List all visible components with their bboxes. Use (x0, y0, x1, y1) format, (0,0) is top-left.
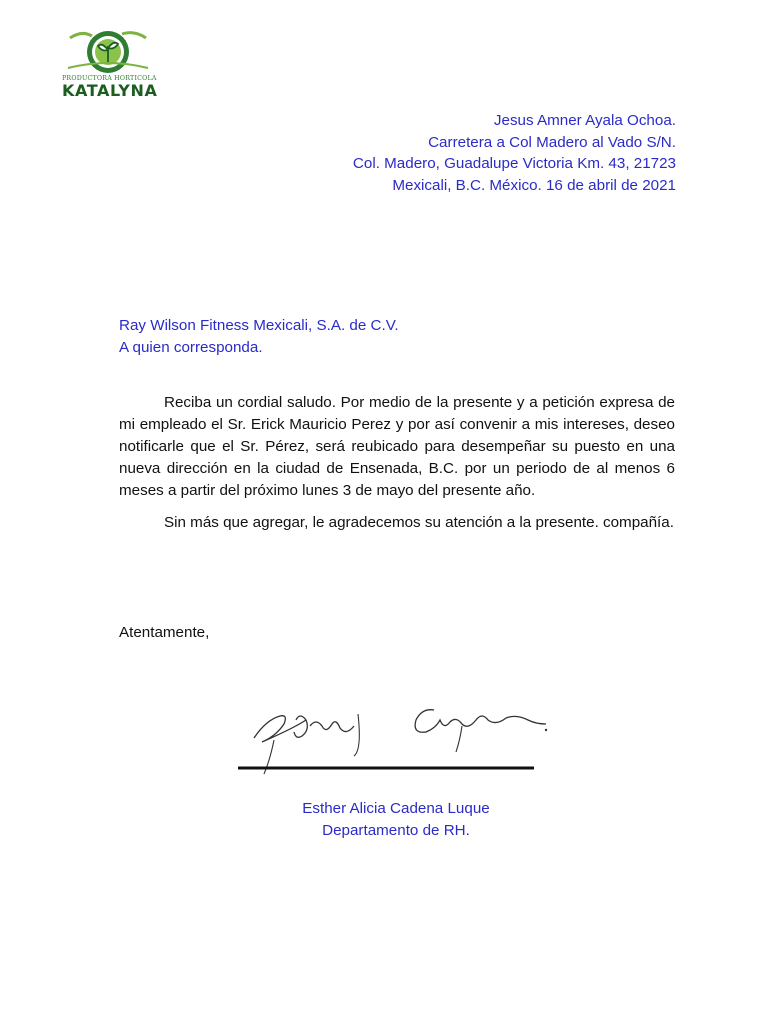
signer-block (234, 798, 558, 842)
handwritten-signature (236, 690, 554, 780)
sender-address-block (353, 110, 676, 196)
closing-text: Atentamente, (119, 624, 210, 641)
signer-name: Esther Alicia Cadena Luque (302, 800, 490, 817)
sender-city-date: Mexicali, B.C. México. 16 de abril de 2021 (392, 176, 676, 194)
recipient-salutation: A quien corresponda. (119, 339, 263, 356)
company-logo (62, 28, 158, 102)
sender-colony: Col. Madero, Guadalupe Victoria Km. 43, 21723 (352, 155, 676, 173)
body-paragraph: Reciba un cordial saludo. Por medio de la presente y a petición expresa de mi empleado el Sr. Erick Mauricio Perez y por así convenir a mis intereses, deseo notificarle que el Sr. Pérez, será reubicado para desempeñar su puesto en una nueva dirección en la ciudad de Ensenada, B.C. por un periodo de al menos 6 meses a partir del próximo lunes 3 de mayo del presente año. (119, 394, 675, 499)
sender-street: Carretera a Col Madero al Vado S/N. (428, 133, 676, 151)
recipient-block (119, 315, 399, 359)
logo-brand-text: KATALYNA (62, 81, 158, 100)
body-paragraph: Sin más que agregar, le agradecemos su atención a la presente. compañía. (164, 514, 674, 531)
sender-name: Jesus Amner Ayala Ochoa. (493, 112, 676, 129)
recipient-company: Ray Wilson Fitness Mexicali, S.A. de C.V. (119, 317, 399, 334)
signer-department: Departamento de RH. (322, 822, 470, 839)
letter-body (119, 392, 675, 534)
logo-emblem (62, 28, 154, 78)
logo-org-text: PRODUCTORA HORTICOLA (62, 75, 157, 82)
